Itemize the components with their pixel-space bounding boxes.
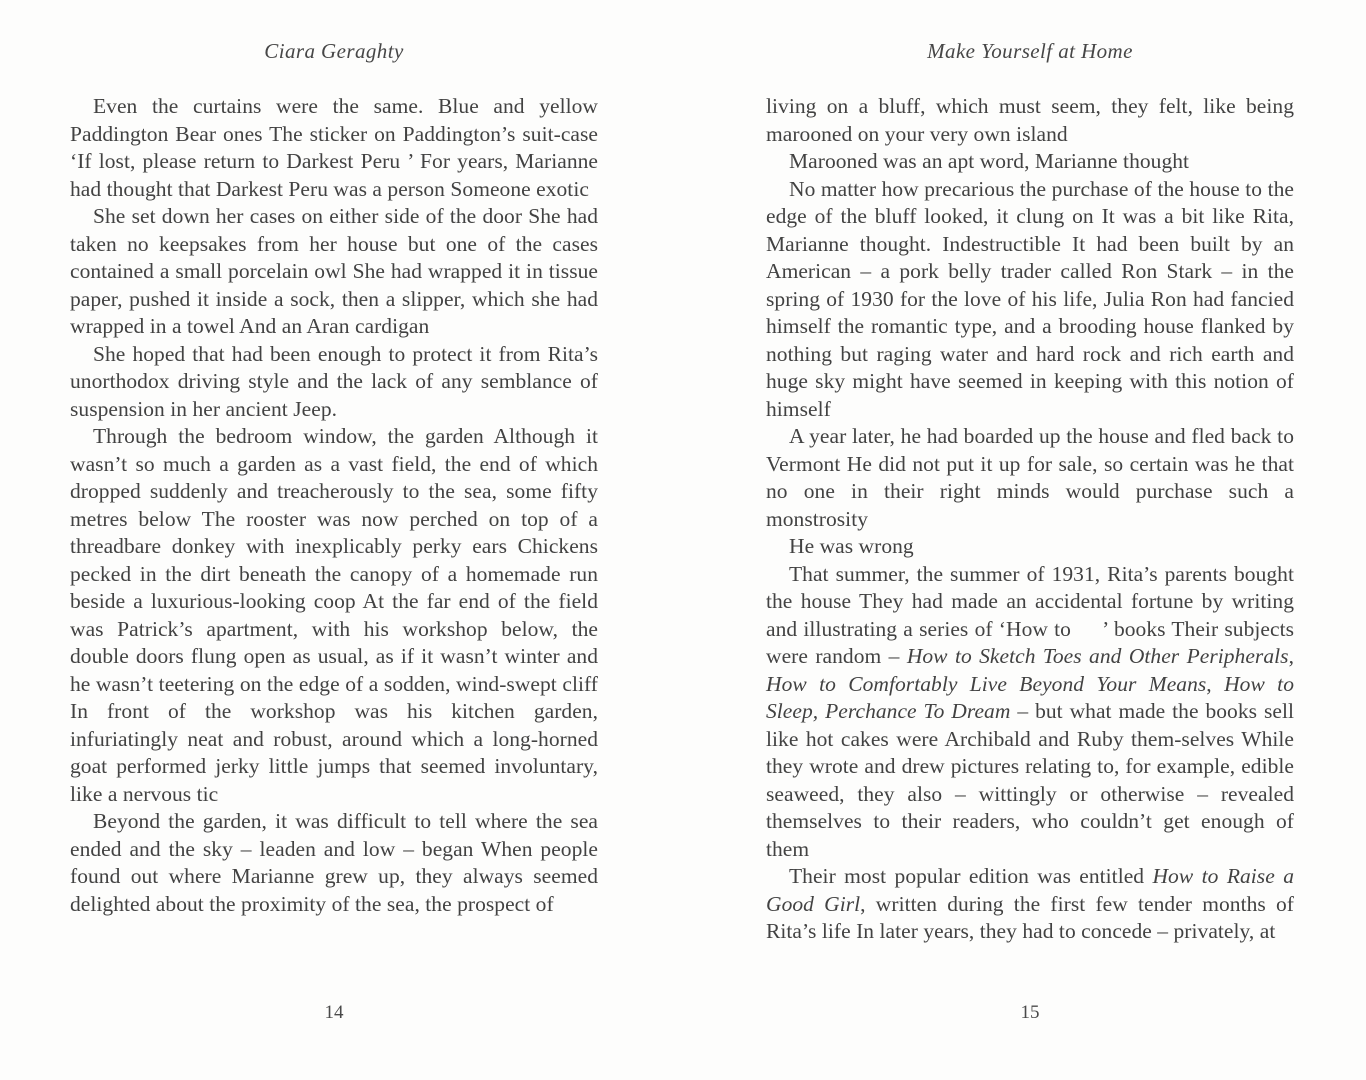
text-run: A year later, he had boarded up the house and fled back to Vermont He did not put it up for sale, so certain was he that no one in their right minds would purchase such a monstrosity bbox=[766, 424, 1294, 531]
paragraph bbox=[70, 93, 598, 203]
paragraph bbox=[70, 341, 598, 424]
text-run: Through the bedroom window, the garden Although it wasn’t so much a garden as a vast field, the end of which dropped suddenly and treacherously to the sea, some fifty metres below The rooster was now perched on top of a threadbare donkey with inexplicably perky ears Chickens pecked in the dirt beneath the canopy of a homemade run beside a luxurious-looking coop At the far end of the field was Patrick’s apartment, with his workshop below, the double doors flung open as usual, as if it wasn’t winter and he wasn’t teetering on the edge of a sodden, wind-swept cliff In front of the workshop was his kitchen garden, infuriatingly neat and robust, around which a long-horned goat performed jerky little jumps that seemed involuntary, like a nervous tic bbox=[70, 424, 598, 806]
text-run: How to Comfortably Live Beyond Your Means bbox=[766, 671, 1207, 696]
paragraph bbox=[766, 423, 1294, 533]
text-run: Beyond the garden, it was difficult to tell where the sea ended and the sky – leaden and low – began When people found out where Marianne grew up, they always seemed delighted about the proximity of the sea, the prospect of bbox=[70, 809, 598, 916]
text-run: No matter how precarious the purchase of the house to the edge of the bluff looked, it clung on It was a bit like Rita, Marianne thought. Indestructible It had been built by an American – a pork belly trader called Ron Stark – in the spring of 1930 for the love of his life, Julia Ron had fancied himself the romantic type, and a brooding house flanked by nothing but raging water and hard rock and rich earth and huge sky might have seemed in keeping with this notion of himself bbox=[766, 176, 1294, 421]
text-run: , bbox=[1206, 671, 1225, 696]
paragraph bbox=[766, 863, 1294, 946]
text-run: She hoped that had been enough to protect it from Rita’s unorthodox driving style and the lack of any semblance of suspension in her ancient Jeep. bbox=[70, 341, 598, 421]
right-running-head: Make Yourself at Home bbox=[927, 39, 1133, 63]
paragraph bbox=[70, 203, 598, 341]
text-run: How to Sleep, Perchance To Dream bbox=[766, 671, 1294, 723]
text-run: How to Raise a Good Girl bbox=[766, 864, 1294, 916]
paragraph bbox=[766, 148, 1294, 176]
text-run: Even the curtains were the same. Blue and yellow Paddington Bear ones The sticker on Paddington’s suit-case ‘If lost, please return to Darkest Peru ’ For years, Marianne had thought that Darkest Peru was a person Someone exotic bbox=[70, 94, 598, 201]
left-page-number: 14 bbox=[324, 1002, 344, 1023]
paragraph bbox=[766, 561, 1294, 864]
paragraph bbox=[766, 176, 1294, 424]
text-run: How to Sketch Toes and Other Peripherals bbox=[906, 644, 1289, 668]
right-page-number: 15 bbox=[1020, 1002, 1040, 1023]
left-page bbox=[70, 0, 598, 1080]
right-page-body bbox=[766, 93, 1294, 946]
text-run: , bbox=[1288, 644, 1294, 668]
text-run: Marooned was an apt word, Marianne thought bbox=[789, 149, 1190, 173]
right-page bbox=[766, 0, 1294, 1080]
left-running-head: Ciara Geraghty bbox=[264, 39, 404, 63]
paragraph bbox=[766, 533, 1294, 561]
text-run: Their most popular edition was entitled bbox=[789, 864, 1153, 888]
text-run: living on a bluff, which must seem, they felt, like being marooned on your very own island bbox=[766, 94, 1294, 146]
left-page-body bbox=[70, 93, 598, 918]
paragraph bbox=[766, 93, 1294, 148]
text-run: , written during the first few tender months of Rita’s life In later years, they had to concede – privately, at bbox=[766, 891, 1294, 943]
text-run: That summer, the summer of 1931, Rita’s parents bought the house They had made an accidental fortune by writing and illustrating a series of ‘How to ’ books Their subjects were random – bbox=[766, 561, 1294, 668]
text-run: – but what made the books sell like hot cakes were Archibald and Ruby them-selves While they wrote and drew pictures relating to, for example, edible seaweed, they also – wittingly or otherwise – revealed themselves to their readers, who couldn’t get enough of them bbox=[766, 699, 1295, 861]
paragraph bbox=[70, 808, 598, 918]
paragraph bbox=[70, 423, 598, 808]
text-run: She set down her cases on either side of the door She had taken no keepsakes from her house but one of the cases contained a small porcelain owl She had wrapped it in tissue paper, pushed it inside a sock, then a slipper, which she had wrapped in a towel And an Aran cardigan bbox=[70, 204, 598, 338]
text-run: He was wrong bbox=[789, 534, 914, 558]
